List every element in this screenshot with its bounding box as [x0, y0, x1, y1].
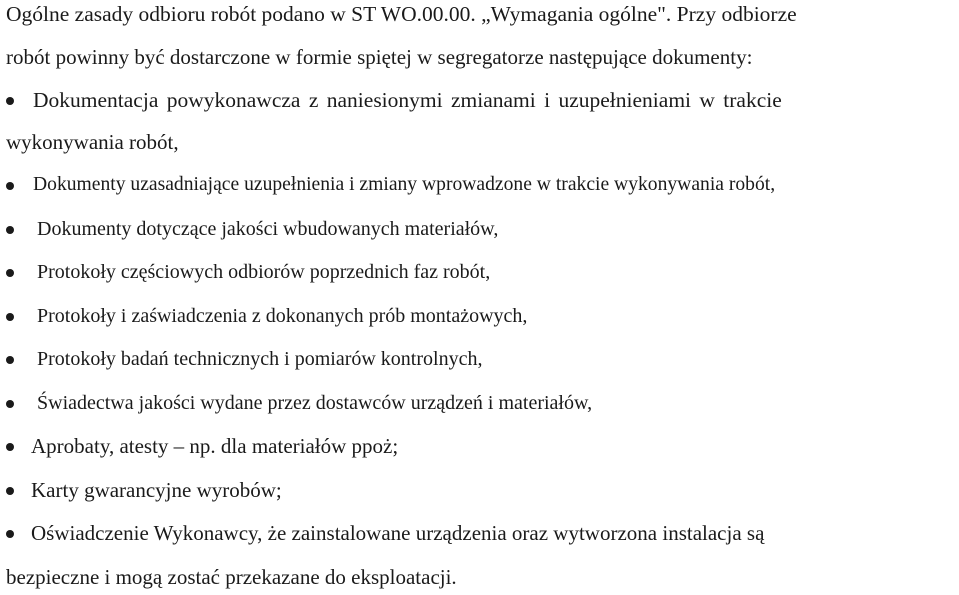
- list-item-9: Karty gwarancyjne wyrobów;: [31, 478, 282, 502]
- list-item-1-line-2: wykonywania robót,: [6, 130, 179, 154]
- bullet-icon: [6, 400, 14, 408]
- bullet-icon: [6, 356, 14, 364]
- bullet-icon: [6, 530, 14, 538]
- list-item-6: Protokoły badań technicznych i pomiarów kontrolnych,: [37, 348, 483, 370]
- list-item-3: Dokumenty dotyczące jakości wbudowanych materiałów,: [37, 218, 499, 240]
- list-item-1-line-1: Dokumentacja powykonawcza z naniesionymi zmianami i uzupełnieniami w trakcie: [33, 88, 782, 112]
- bullet-icon: [6, 487, 14, 495]
- list-item-4: Protokoły częściowych odbiorów poprzednich faz robót,: [37, 261, 491, 283]
- list-item-5: Protokoły i zaświadczenia z dokonanych prób montażowych,: [37, 305, 528, 327]
- list-item-8: Aprobaty, atesty – np. dla materiałów ppoż;: [31, 434, 399, 458]
- intro-line-2: robót powinny być dostarczone w formie spiętej w segregatorze następujące dokumenty:: [6, 45, 753, 69]
- list-item-2: Dokumenty uzasadniające uzupełnienia i zmiany wprowadzone w trakcie wykonywania robót,: [33, 174, 776, 195]
- list-item-10-line-1: Oświadczenie Wykonawcy, że zainstalowane urządzenia oraz wytworzona instalacja są: [31, 521, 765, 545]
- bullet-icon: [6, 443, 14, 451]
- bullet-icon: [6, 97, 14, 105]
- intro-line-1: Ogólne zasady odbioru robót podano w ST WO.00.00. „Wymagania ogólne". Przy odbiorze: [6, 2, 797, 26]
- bullet-icon: [6, 182, 14, 190]
- list-item-10-line-2: bezpieczne i mogą zostać przekazane do eksploatacji.: [6, 565, 457, 589]
- list-item-7: Świadectwa jakości wydane przez dostawców urządzeń i materiałów,: [37, 392, 593, 414]
- bullet-icon: [6, 269, 14, 277]
- bullet-icon: [6, 313, 14, 321]
- bullet-icon: [6, 226, 14, 234]
